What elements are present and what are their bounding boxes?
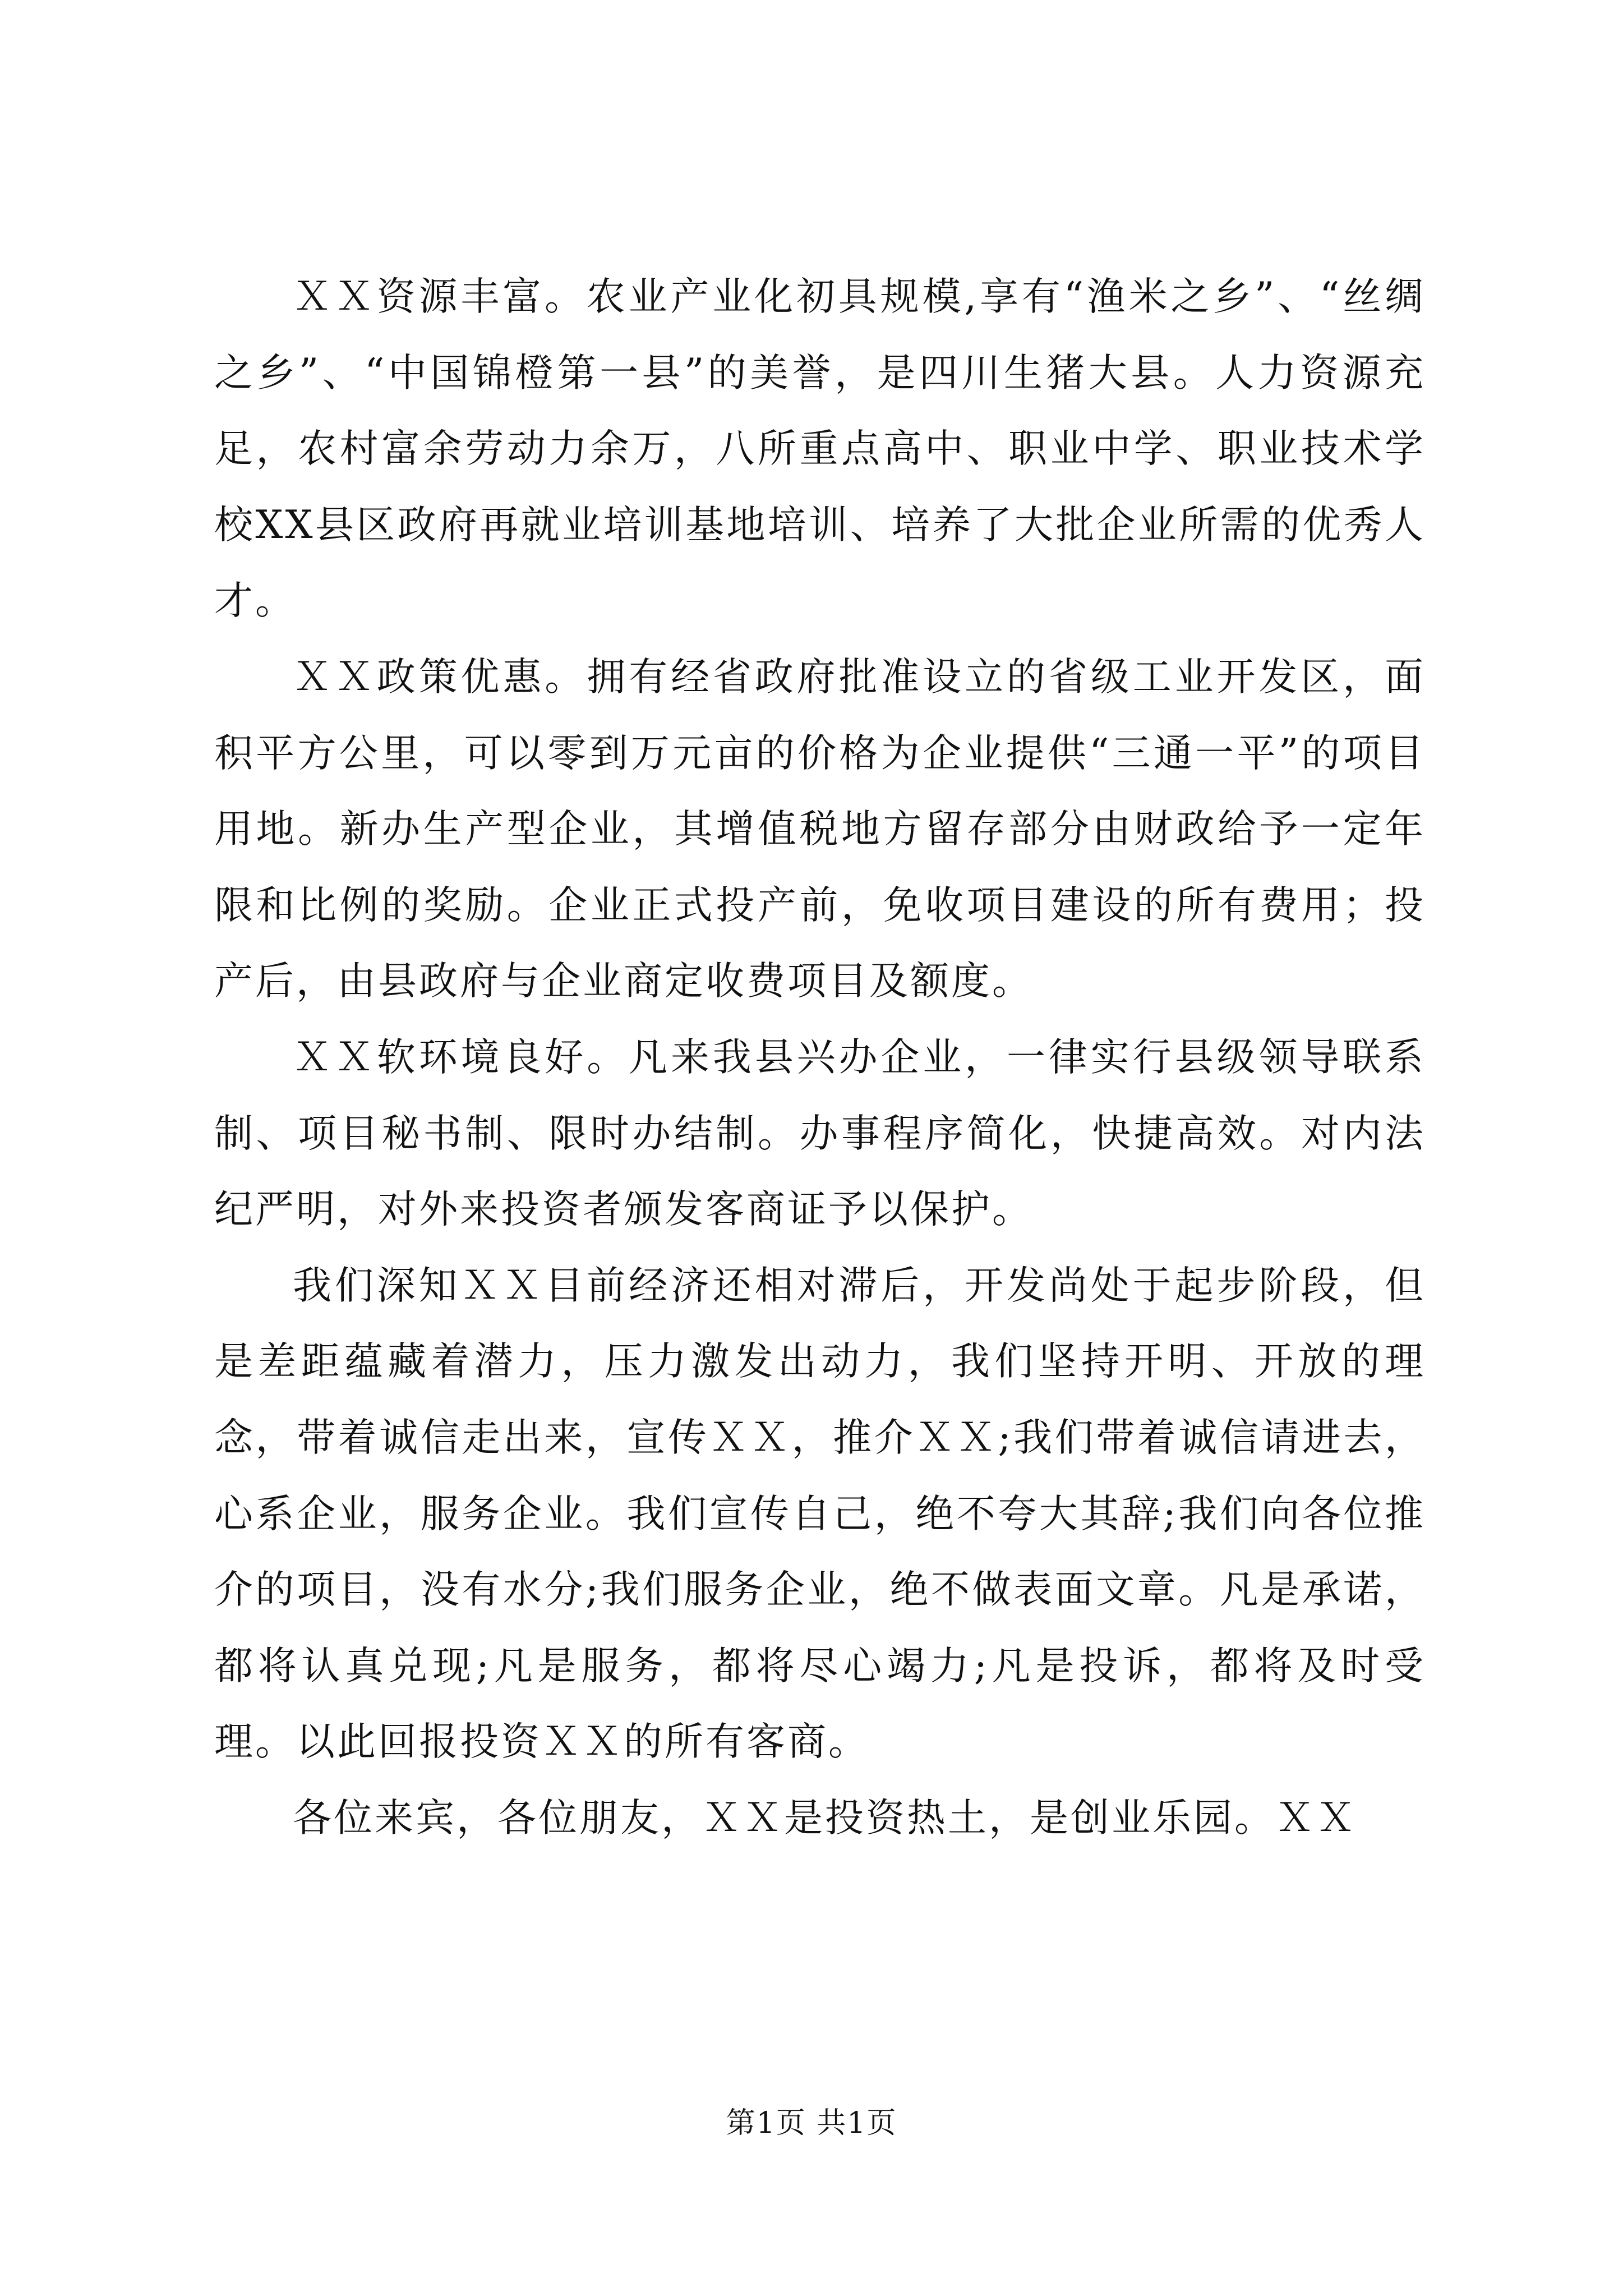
paragraph-resources: ＸＸ资源丰富。农业产业化初具规模,享有“渔米之乡”、“丝绸之乡”、“中国锦橙第一县”的美誉，是四川生猪大县。人力资源充足，农村富余劳动力余万，八所重点高中、职业中学、职业技术学校XX县区政府再就业培训基地培训、培养了大批企业所需的优秀人才。 bbox=[214, 274, 1426, 624]
paragraph-environment: ＸＸ软环境良好。凡来我县兴办企业，一律实行县级领导联系制、项目秘书制、限时办结制。办事程序简化，快捷高效。对内法纪严明，对外来投资者颁发客商证予以保护。 bbox=[214, 1034, 1426, 1232]
paragraph-commitment: 我们深知ＸＸ目前经济还相对滞后，开发尚处于起步阶段，但是差距蕴藏着潜力，压力激发出动力，我们坚持开明、开放的理念，带着诚信走出来，宣传ＸＸ，推介ＸＸ;我们带着诚信请进去，心系企业，服务企业。我们宣传自己，绝不夸大其辞;我们向各位推介的项目，没有水分;我们服务企业，绝不做表面文章。凡是承诺，都将认真兑现;凡是服务，都将尽心竭力;凡是投诉，都将及时受理。以此回报投资ＸＸ的所有客商。 bbox=[214, 1263, 1426, 1765]
page-footer: 第1页 共1页 bbox=[726, 2106, 897, 2140]
paragraph-policy: ＸＸ政策优惠。拥有经省政府批准设立的省级工业开发区，面积平方公里，可以零到万元亩的价格为企业提供“三通一平”的项目用地。新办生产型企业，其增值税地方留存部分由财政给予一定年限和比例的奖励。企业正式投产前，免收项目建设的所有费用；投产后，由县政府与企业商定收费项目及额度。 bbox=[214, 654, 1426, 1004]
paragraph-closing: 各位来宾，各位朋友，ＸＸ是投资热土，是创业乐园。ＸＸ bbox=[293, 1795, 1357, 1841]
document-body bbox=[214, 259, 1426, 1856]
